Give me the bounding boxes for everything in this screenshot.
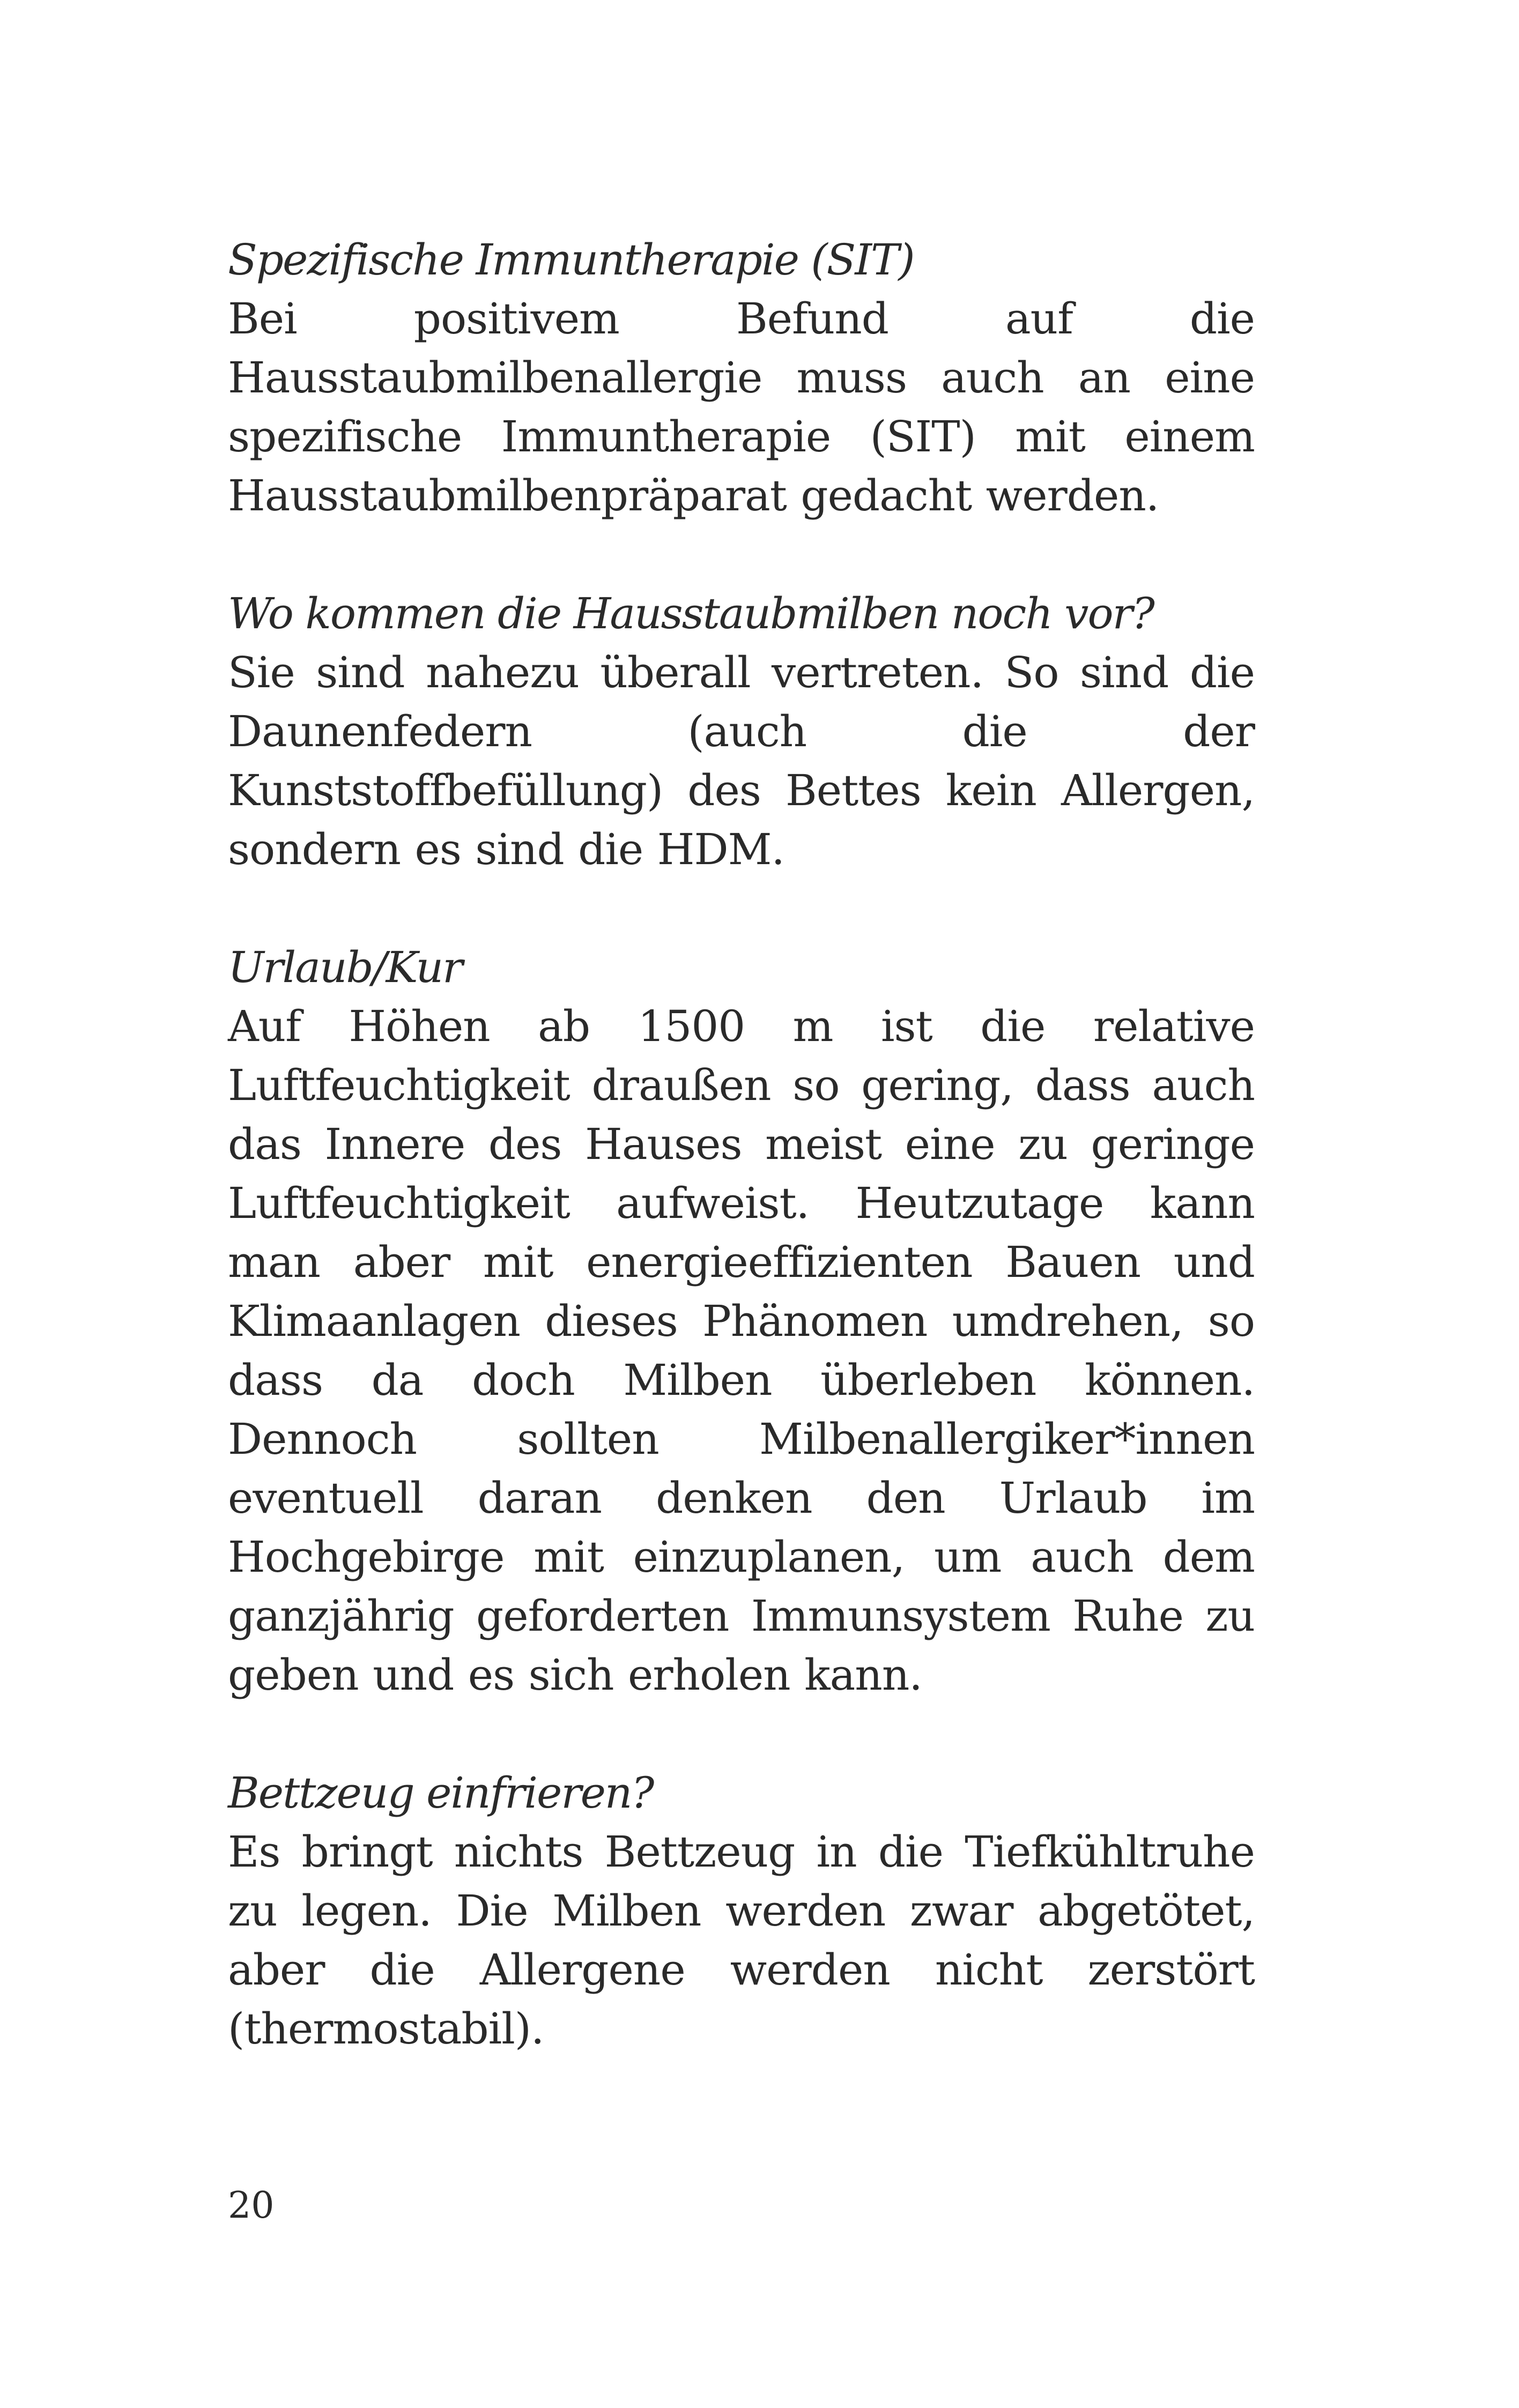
section-paragraph: Sie sind nahezu überall vertreten. So sind die Daunenfedern (auch die der Kunststoffbefüllung) des Bettes kein Allergen, sondern es sind die HDM. [228, 648, 1255, 874]
section-heading: Urlaub/Kur [228, 942, 462, 992]
section-vacation [228, 938, 1255, 1705]
section-paragraph: Es bringt nichts Bettzeug in die Tiefkühltruhe zu legen. Die Milben werden zwar abgetötet, aber die Allergene werden nicht zerstört (thermostabil). [228, 1827, 1255, 2054]
section-heading: Wo kommen die Hausstaubmilben noch vor? [228, 589, 1154, 638]
section-freezing [228, 1764, 1255, 2058]
section-paragraph: Auf Höhen ab 1500 m ist die relative Luftfeuchtigkeit draußen so gering, dass auch das Innere des Hauses meist eine zu geringe Luftfeuchtigkeit aufweist. Heutzutage kann man aber mit energieeffizienten Bauen und Klimaanlagen dieses Phänomen umdrehen, so dass da doch Milben überleben können. Dennoch sollten Milbenallergiker*innen eventuell daran denken den Urlaub im Hochgebirge mit einzuplanen, um auch dem ganzjährig geforderten Immunsystem Ruhe zu geben und es sich erholen kann. [228, 1001, 1255, 1700]
section-occurrence [228, 584, 1255, 879]
section-heading: Bettzeug einfrieren? [228, 1768, 654, 1818]
section-paragraph: Bei positivem Befund auf die Hausstaubmilbenallergie muss auch an eine spezifische Immuntherapie (SIT) mit einem Hausstaubmilbenpräparat gedacht werden. [228, 294, 1255, 521]
section-heading: Spezifische Immuntherapie (SIT) [228, 235, 914, 285]
section-sit [228, 231, 1255, 525]
page-text-block [228, 231, 1255, 2117]
page-number: 20 [228, 2184, 275, 2227]
